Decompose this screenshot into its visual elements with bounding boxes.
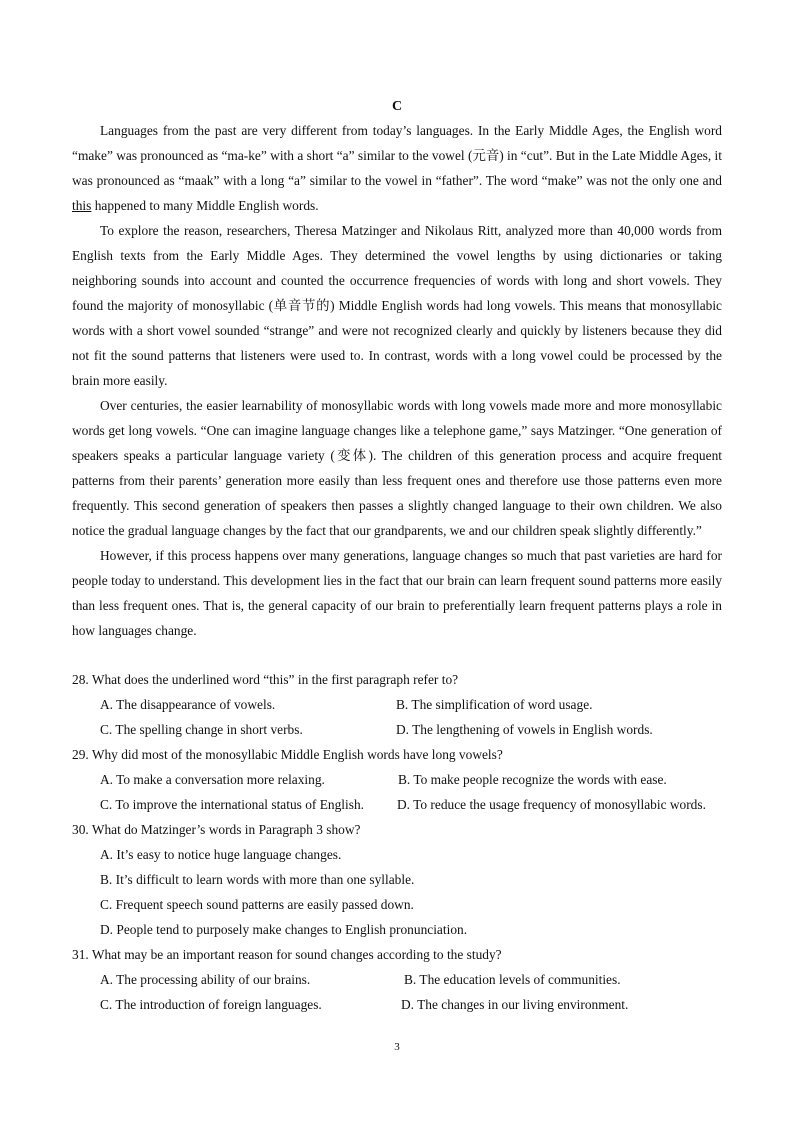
question-list (72, 667, 732, 1017)
paragraph-1-text-before: Languages from the past are very different from today’s languages. In the Early Middle Ages, the English word “make” was pronounced as “ma-ke” with a short “a” similar to the vowel (元音) in “cut”. But in the Late Middle Ages, it was pronounced as “maak” with a long “a” similar to the vowel in “father”. The word “make” was not the only one and (72, 123, 722, 188)
question-31-option-a[interactable]: A. The processing ability of our brains. (100, 972, 311, 987)
underlined-word-this: this (72, 198, 92, 213)
question-30-option-b[interactable]: B. It’s difficult to learn words with more than one syllable. (100, 872, 415, 887)
question-29-options-row-2 (72, 792, 732, 817)
question-28-option-d[interactable]: D. The lengthening of vowels in English words. (396, 722, 653, 737)
page-number: 3 (394, 1041, 400, 1053)
question-28-stem: 28. What does the underlined word “this” in the first paragraph refer to? (72, 672, 459, 687)
question-29-option-b[interactable]: B. To make people recognize the words with ease. (398, 772, 667, 787)
passage-paragraph-2: To explore the reason, researchers, Theresa Matzinger and Nikolaus Ritt, analyzed more than 40,000 words from English texts from the Early Middle Ages. They determined the vowel lengths by using dictionaries or taking neighboring sounds into account and counted the occurrence frequencies of words with long and short vowels. They found the majority of monosyllabic (单音节的) Middle English words had long vowels. This means that monosyllabic words with a short vowel sounded “strange” and were not recognized clearly and quickly by listeners because they did not fit the sound patterns that listeners were used to. In contrast, words with a long vowel could be processed by the brain more easily. (72, 223, 722, 388)
question-31-options-row-1 (72, 967, 732, 992)
question-28-options-row-2 (72, 717, 732, 742)
section-title: C (391, 99, 403, 114)
question-31-options-row-2 (72, 992, 732, 1017)
question-29-options-row-1 (72, 767, 732, 792)
passage-paragraph-3: Over centuries, the easier learnability of monosyllabic words with long vowels made more and more monosyllabic words get long vowels. “One can imagine language changes like a telephone game,” says Matzinger. “One generation of speakers speaks a particular language variety (变体). The children of this generation process and acquire frequent patterns from their parents’ generation more easily than less frequent ones and therefore use those patterns even more frequently. This second generation of speakers then passes a slightly changed language to their own children. We also notice the gradual language changes by the fact that our grandparents, we and our children speak slightly differently.” (72, 398, 722, 538)
question-30-stem: 30. What do Matzinger’s words in Paragraph 3 show? (72, 822, 361, 837)
question-31-option-d[interactable]: D. The changes in our living environment. (401, 997, 629, 1012)
question-29-stem: 29. Why did most of the monosyllabic Middle English words have long vowels? (72, 747, 503, 762)
question-29-option-c[interactable]: C. To improve the international status of English. (100, 797, 364, 812)
reading-passage (72, 118, 722, 643)
question-30-option-d[interactable]: D. People tend to purposely make changes to English pronunciation. (100, 922, 468, 937)
question-31-stem: 31. What may be an important reason for sound changes according to the study? (72, 947, 502, 962)
question-30-option-c[interactable]: C. Frequent speech sound patterns are easily passed down. (100, 897, 414, 912)
question-29-option-d[interactable]: D. To reduce the usage frequency of monosyllabic words. (397, 797, 706, 812)
question-31-option-b[interactable]: B. The education levels of communities. (404, 972, 621, 987)
question-28-option-b[interactable]: B. The simplification of word usage. (396, 697, 593, 712)
question-29-option-a[interactable]: A. To make a conversation more relaxing. (100, 772, 325, 787)
passage-paragraph-4: However, if this process happens over many generations, language changes so much that past varieties are hard for people today to understand. This development lies in the fact that our brain can learn frequent sound patterns more easily than less frequent ones. That is, the general capacity of our brain to preferentially learn frequent patterns plays a role in how languages change. (72, 548, 722, 638)
paragraph-1-text-after: happened to many Middle English words. (91, 198, 319, 213)
question-31-option-c[interactable]: C. The introduction of foreign languages. (100, 997, 322, 1012)
question-30-option-a[interactable]: A. It’s easy to notice huge language changes. (100, 847, 342, 862)
question-28-options-row-1 (72, 692, 732, 717)
passage-paragraph-1 (72, 118, 722, 218)
question-28-option-a[interactable]: A. The disappearance of vowels. (100, 697, 276, 712)
question-28-option-c[interactable]: C. The spelling change in short verbs. (100, 722, 303, 737)
